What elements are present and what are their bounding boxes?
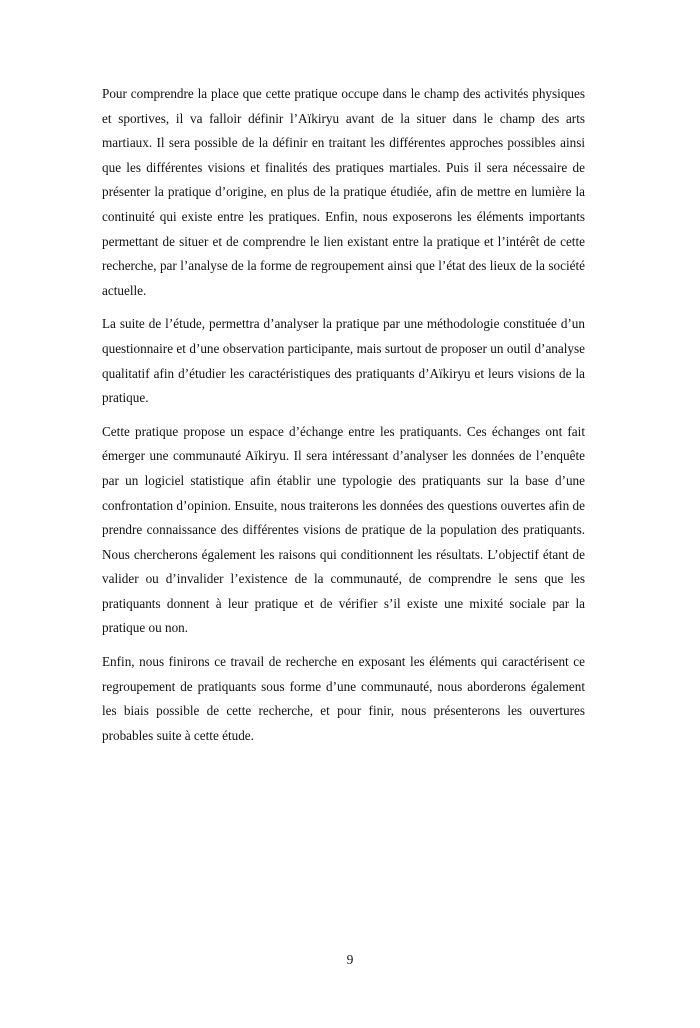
paragraph-2: La suite de l’étude, permettra d’analyser la pratique par une méthodologie constituée d’un questionnaire et d’une observation participante, mais surtout de proposer un outil d’analyse qualitatif afin d’étudier les caractéristiques des pratiquants d’Aïkiryu et leurs visions de la pratique.: [102, 316, 585, 406]
page-number: 9: [346, 952, 354, 967]
paragraph-4: Enfin, nous finirons ce travail de recherche en exposant les éléments qui caractérisent ce regroupement de pratiquants sous forme d’une communauté, nous aborderons également les biais possible de cette recherche, et pour finir, nous présenterons les ouvertures probables suite à cette étude.: [102, 654, 585, 743]
paragraph-1: Pour comprendre la place que cette pratique occupe dans le champ des activités physiques et sportives, il va falloir définir l’Aïkiryu avant de la situer dans le champ des arts martiaux. Il sera possible de la définir en traitant les différentes approches possibles ainsi que les différentes visions et finalités des pratiques martiales. Puis il sera nécessaire de présenter la pratique d’origine, en plus de la pratique étudiée, afin de mettre en lumière la continuité qui existe entre les pratiques. Enfin, nous exposerons les éléments importants permettant de situer et de comprendre le lien existant entre la pratique et l’intérêt de cette recherche, par l’analyse de la forme de regroupement ainsi que l’état des lieux de la société actuelle.: [102, 86, 585, 298]
body-text: [102, 82, 585, 757]
paragraph-3: Cette pratique propose un espace d’échange entre les pratiquants. Ces échanges ont fait émerger une communauté Aïkiryu. Il sera intéressant d’analyser les données de l’enquête par un logiciel statistique afin établir une typologie des pratiquants sur la base d’une confrontation d’opinion. Ensuite, nous traiterons les données des questions ouvertes afin de prendre connaissance des différentes visions de pratique de la population des pratiquants. Nous chercherons également les raisons qui conditionnent les résultats. L’objectif étant de valider ou d’invalider l’existence de la communauté, de comprendre le sens que les pratiquants donnent à leur pratique et de vérifier s’il existe une mixité sociale par la pratique ou non.: [102, 423, 585, 636]
